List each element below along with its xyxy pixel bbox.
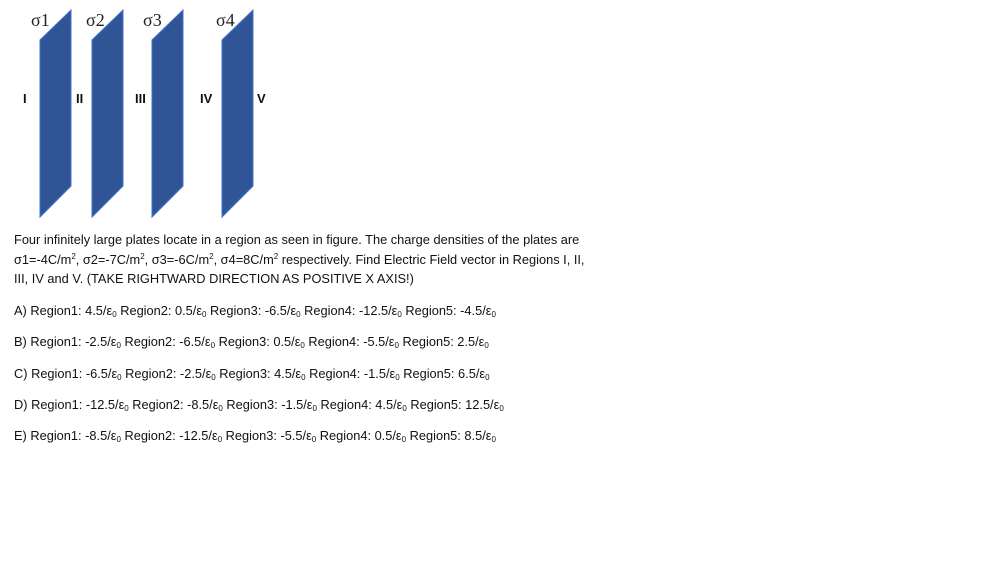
option-a[interactable] xyxy=(14,303,496,319)
epsilon-subscript: 0 xyxy=(211,373,216,382)
option-region-2: Region2: 0.5/ε xyxy=(116,303,203,318)
region-label-1: I xyxy=(23,91,27,106)
option-region-2: Region2: -12.5/ε xyxy=(120,428,218,443)
option-region-3: Region3: -1.5/ε xyxy=(222,397,313,412)
option-letter: E) xyxy=(14,428,27,443)
option-region-4: Region4: -5.5/ε xyxy=(304,334,395,349)
epsilon-subscript: 0 xyxy=(394,341,399,350)
option-region-5: Region5: 8.5/ε xyxy=(406,428,492,443)
epsilon-subscript: 0 xyxy=(312,404,317,413)
sigma-label-4: σ4 xyxy=(216,10,235,30)
option-region-3: Region3: 4.5/ε xyxy=(215,366,302,381)
option-region-1: Region1: 4.5/ε xyxy=(30,303,113,318)
question-text xyxy=(14,230,654,289)
option-d[interactable] xyxy=(14,397,504,413)
unit-exponent: 2 xyxy=(71,251,76,261)
option-region-5: Region5: -4.5/ε xyxy=(401,303,492,318)
epsilon-subscript: 0 xyxy=(491,310,496,319)
epsilon-subscript: 0 xyxy=(202,310,207,319)
option-b[interactable] xyxy=(14,334,489,350)
region-label-3: III xyxy=(135,91,146,106)
unit-exponent: 2 xyxy=(273,251,279,261)
option-region-1: Region1: -8.5/ε xyxy=(30,428,117,443)
density-2: , σ2=-7C/m xyxy=(75,251,141,267)
option-region-5: Region5: 2.5/ε xyxy=(398,334,485,349)
epsilon-subscript: 0 xyxy=(311,435,317,444)
plates-figure xyxy=(0,0,300,222)
option-region-3: Region3: -5.5/ε xyxy=(222,428,312,443)
epsilon-subscript: 0 xyxy=(395,373,400,382)
option-region-3: Region3: -6.5/ε xyxy=(206,303,297,318)
option-region-3: Region3: 0.5/ε xyxy=(215,334,301,349)
region-label-5: V xyxy=(257,91,266,106)
plate-3 xyxy=(152,10,183,217)
epsilon-subscript: 0 xyxy=(296,310,301,319)
epsilon-subscript: 0 xyxy=(401,435,407,444)
sigma-label-2: σ2 xyxy=(86,10,105,30)
plate-2 xyxy=(92,10,123,217)
option-region-4: Region4: 4.5/ε xyxy=(316,397,403,412)
plate-4 xyxy=(222,10,253,217)
option-region-2: Region2: -8.5/ε xyxy=(128,397,219,412)
density-1: σ1=-4C/m xyxy=(14,251,72,267)
option-region-5: Region5: 12.5/ε xyxy=(406,397,500,412)
epsilon-subscript: 0 xyxy=(485,373,490,382)
option-letter: A) xyxy=(14,303,27,318)
question-line-1: Four infinitely large plates locate in a region as seen in figure. The charge densities of the plates are xyxy=(14,232,580,247)
region-label-2: II xyxy=(76,91,84,106)
option-region-4: Region4: -12.5/ε xyxy=(300,303,398,318)
option-letter: D) xyxy=(14,397,28,412)
option-region-4: Region4: 0.5/ε xyxy=(316,428,402,443)
unit-exponent: 2 xyxy=(209,251,214,261)
option-c[interactable] xyxy=(14,366,490,382)
option-region-1: Region1: -6.5/ε xyxy=(31,366,118,381)
epsilon-subscript: 0 xyxy=(117,373,122,382)
plate-1 xyxy=(40,10,71,217)
epsilon-subscript: 0 xyxy=(116,435,121,444)
sigma-label-1: σ1 xyxy=(31,10,50,30)
option-region-1: Region1: -2.5/ε xyxy=(30,334,117,349)
option-letter: C) xyxy=(14,366,28,381)
option-e[interactable] xyxy=(14,428,496,444)
epsilon-subscript: 0 xyxy=(116,341,121,350)
density-4: , σ4=8C/m xyxy=(213,251,274,267)
epsilon-subscript: 0 xyxy=(124,404,129,413)
option-region-1: Region1: -12.5/ε xyxy=(31,397,125,412)
epsilon-subscript: 0 xyxy=(217,435,223,444)
epsilon-subscript: 0 xyxy=(210,341,216,350)
question-line-3: III, IV and V. (TAKE RIGHTWARD DIRECTION AS POSITIVE X AXIS!) xyxy=(14,271,414,286)
unit-exponent: 2 xyxy=(140,251,145,261)
question-line-2-rest: respectively. Find Electric Field vector in Regions I, II, xyxy=(278,251,585,267)
sigma-label-3: σ3 xyxy=(143,10,162,30)
epsilon-subscript: 0 xyxy=(499,404,504,413)
epsilon-subscript: 0 xyxy=(484,341,489,350)
epsilon-subscript: 0 xyxy=(397,310,402,319)
option-region-4: Region4: -1.5/ε xyxy=(305,366,396,381)
density-3: , σ3=-6C/m xyxy=(144,251,210,267)
region-label-4: IV xyxy=(200,91,213,106)
epsilon-subscript: 0 xyxy=(402,404,407,413)
option-region-5: Region5: 6.5/ε xyxy=(399,366,486,381)
epsilon-subscript: 0 xyxy=(491,435,496,444)
epsilon-subscript: 0 xyxy=(218,404,223,413)
epsilon-subscript: 0 xyxy=(112,310,117,319)
epsilon-subscript: 0 xyxy=(300,341,305,350)
option-region-2: Region2: -6.5/ε xyxy=(120,334,211,349)
epsilon-subscript: 0 xyxy=(301,373,306,382)
option-letter: B) xyxy=(14,334,27,349)
option-region-2: Region2: -2.5/ε xyxy=(121,366,212,381)
